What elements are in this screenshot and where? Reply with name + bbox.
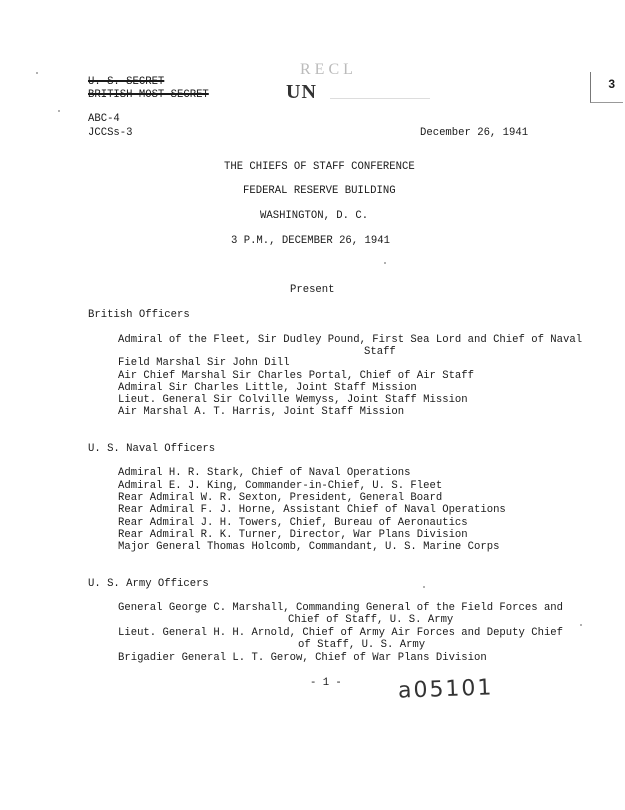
section-heading-british: British Officers <box>88 309 190 321</box>
title-line-1: THE CHIEFS OF STAFF CONFERENCE <box>224 161 415 173</box>
british-entry: Air Chief Marshal Sir Charles Portal, Chief of Air Staff <box>118 370 475 382</box>
handwritten-id: a05101 <box>397 675 494 704</box>
ref-abc: ABC-4 <box>88 113 120 125</box>
present-heading: Present <box>290 284 335 296</box>
naval-entry: Major General Thomas Holcomb, Commandant, U. S. Marine Corps <box>118 541 500 553</box>
naval-entry: Rear Admiral R. K. Turner, Director, War Plans Division <box>118 529 468 541</box>
page-number: - 1 - <box>310 677 342 689</box>
army-entry: of Staff, U. S. Army <box>298 639 426 651</box>
british-entry: Admiral Sir Charles Little, Joint Staff Mission <box>118 382 417 394</box>
document-date: December 26, 1941 <box>420 127 529 139</box>
naval-entry: Admiral E. J. King, Commander-in-Chief, U. S. Fleet <box>118 480 443 492</box>
classification-us-secret: U. S. SECRET <box>88 76 165 88</box>
page-marker-box <box>590 72 623 103</box>
army-entry: Chief of Staff, U. S. Army <box>288 614 454 626</box>
section-heading-army: U. S. Army Officers <box>88 578 209 590</box>
reclassification-stamp-faint: RECL <box>300 61 357 78</box>
army-entry: Brigadier General L. T. Gerow, Chief of War Plans Division <box>118 652 487 664</box>
classification-british-most-secret: BRITISH MOST SECRET <box>88 89 209 101</box>
scan-speck <box>423 586 425 588</box>
british-entry: Air Marshal A. T. Harris, Joint Staff Mission <box>118 406 405 418</box>
british-entry: Field Marshal Sir John Dill <box>118 357 290 369</box>
british-entry: Lieut. General Sir Colville Wemyss, Joint Staff Mission <box>118 394 468 406</box>
page-marker: 3 <box>608 77 615 91</box>
british-entry: Admiral of the Fleet, Sir Dudley Pound, First Sea Lord and Chief of Naval <box>118 334 583 346</box>
naval-entry: Rear Admiral J. H. Towers, Chief, Bureau of Aeronautics <box>118 517 468 529</box>
scan-speck <box>580 624 582 626</box>
ref-jccs: JCCSs-3 <box>88 127 133 139</box>
section-heading-naval: U. S. Naval Officers <box>88 443 216 455</box>
title-line-3: WASHINGTON, D. C. <box>260 210 369 222</box>
stamp-smudge <box>330 98 430 99</box>
scan-speck <box>384 262 386 264</box>
title-line-2: FEDERAL RESERVE BUILDING <box>243 185 396 197</box>
army-entry: Lieut. General H. H. Arnold, Chief of Army Air Forces and Deputy Chief <box>118 627 564 639</box>
reclassification-stamp: UN <box>286 81 317 103</box>
scan-speck <box>36 72 38 74</box>
naval-entry: Rear Admiral W. R. Sexton, President, General Board <box>118 492 443 504</box>
naval-entry: Rear Admiral F. J. Horne, Assistant Chief of Naval Operations <box>118 504 506 516</box>
british-entry: Staff <box>364 346 396 358</box>
naval-entry: Admiral H. R. Stark, Chief of Naval Operations <box>118 467 411 479</box>
army-entry: General George C. Marshall, Commanding General of the Field Forces and <box>118 602 564 614</box>
title-line-4: 3 P.M., DECEMBER 26, 1941 <box>231 235 390 247</box>
scan-speck <box>58 110 60 112</box>
